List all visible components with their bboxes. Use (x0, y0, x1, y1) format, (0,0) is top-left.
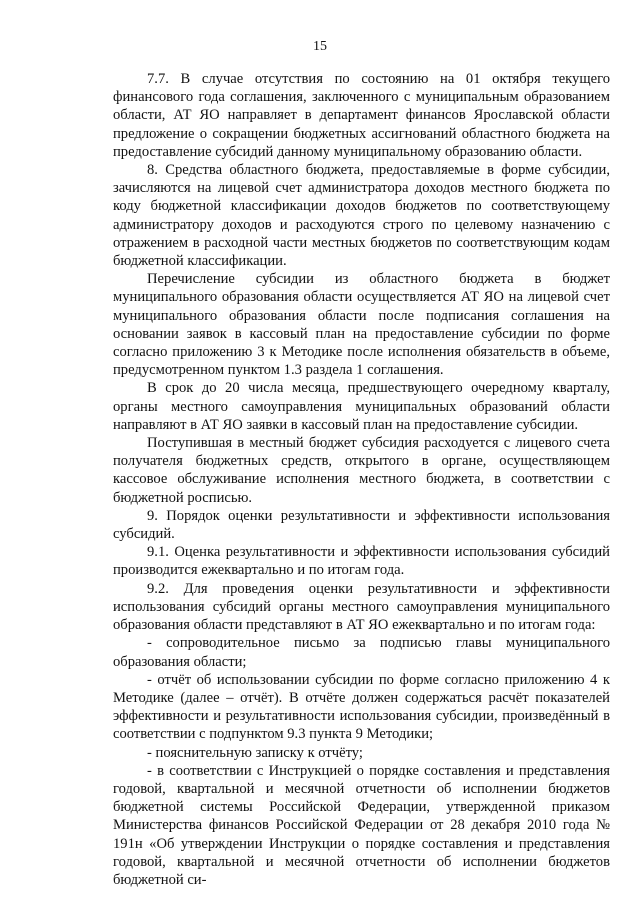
page-number: 15 (313, 39, 327, 54)
list-item: - в соответствии с Инструкцией о порядке составления и представления годовой, квартальной и месячной отчетности об исполнении бюджетов бюджетной системы Российской Федерации, утвержденной приказом Министерства финансов Российской Федерации от 28 декабря 2010 года № 191н «Об утверждении Инструкции о порядке составления и представления годовой, квартальной и месячной отчетности об исполнении бюджетов бюджетной си- (113, 762, 610, 888)
paragraph-9-1: 9.1. Оценка результативности и эффективности использования субсидий производится ежеквартально и по итогам года. (113, 544, 610, 579)
paragraph-7-7: 7.7. В случае отсутствия по состоянию на 01 октября текущего финансового года соглашения, заключенного с муниципальным образованием области, АТ ЯО направляет в департамент финансов Ярославской области предложение о сокращении бюджетных ассигнований областного бюджета на предоставление субсидий данному муниципальному образованию области. (113, 71, 610, 160)
paragraph-8: 8. Средства областного бюджета, предоставляемые в форме субсидии, зачисляются на лицевой счет администратора доходов местного бюджета по коду бюджетной классификации доходов бюджетов по соответствующему администратору доходов и расходуются строго по целевому назначению с отражением в расходной части местных бюджетов по соответствующим кодам бюджетной классификации. (113, 162, 610, 270)
paragraph-transfer: Перечисление субсидии из областного бюджета в бюджет муниципального образования области осуществляется АТ ЯО на лицевой счет муниципального образования области после подписания соглашения на основании заявок в кассовый план на предоставление субсидии по форме согласно приложению 3 к Методике после исполнения обязательств в объеме, предусмотренном пунктом 1.3 раздела 1 соглашения. (113, 271, 610, 379)
paragraph-spending: Поступившая в местный бюджет субсидия расходуется с лицевого счета получателя бюджетных средств, открытого в органе, осуществляющем кассовое обслуживание исполнения местного бюджета, в соответствии с бюджетной росписью. (113, 435, 610, 506)
list-item: - отчёт об использовании субсидии по форме согласно приложению 4 к Методике (далее – отчёт). В отчёте должен содержаться расчёт показателей эффективности и результативности использования субсидии, произведённый в соответствии с подпунктом 9.3 пункта 9 Методики; (113, 671, 610, 743)
list-item: - пояснительную записку к отчёту; (147, 744, 363, 761)
paragraph-9-2: 9.2. Для проведения оценки результативности и эффективности использования субсидий органы местного самоуправления муниципального образования области представляют в АТ ЯО ежеквартально и по итогам года: (113, 580, 610, 634)
paragraph-9: 9. Порядок оценки результативности и эффективности использования субсидий. (113, 507, 610, 543)
body-text (113, 70, 610, 889)
paragraph-deadline: В срок до 20 числа месяца, предшествующего очередному кварталу, органы местного самоуправления муниципальных образований области направляют в АТ ЯО заявки в кассовый план на предоставление субсидии. (113, 380, 610, 433)
list-item: - сопроводительное письмо за подписью главы муниципального образования области; (113, 635, 610, 670)
